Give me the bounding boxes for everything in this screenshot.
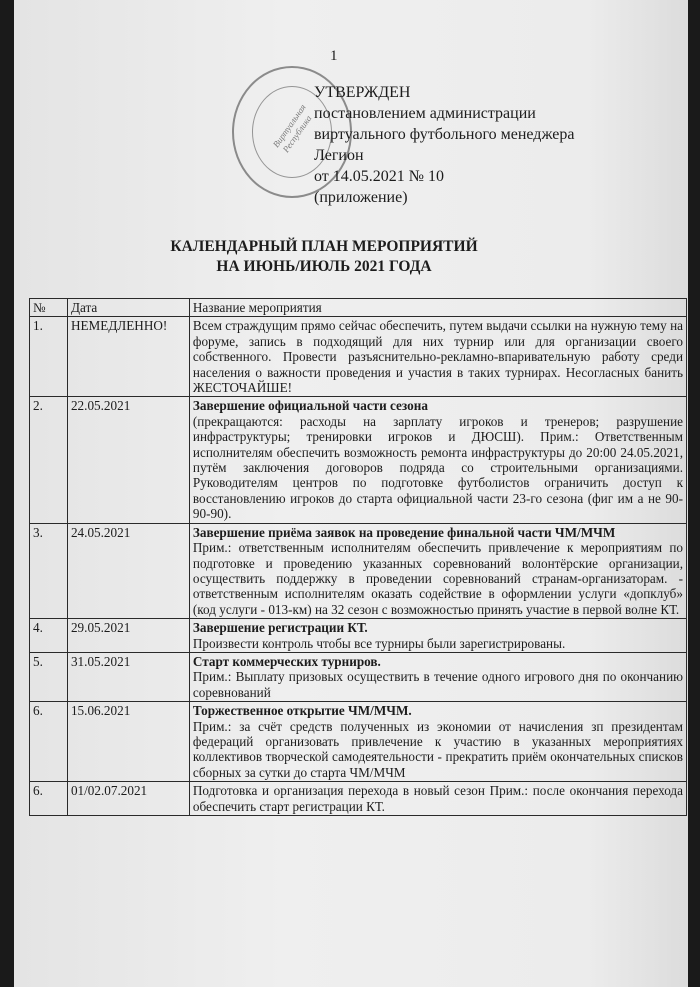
row-event — [189, 317, 686, 397]
event-description: Прим.: Выплату призовых осуществить в течение одного игрового дня по окончанию соревнований — [192, 669, 683, 700]
approval-line: (приложение) — [314, 189, 408, 206]
row-date: 24.05.2021 — [67, 523, 189, 618]
row-event — [189, 523, 686, 618]
approval-line: от 14.05.2021 № 10 — [314, 168, 445, 185]
row-number: 4. — [30, 619, 68, 653]
event-description: (прекращаются: расходы на зарплату игроков и тренеров; разрушение инфраструктуры; тренировки игроков и ДЮСШ). Прим.: Ответственным исполнителям обеспечить возможность ремонта инфраструктуры до 20:00 24.05.2021, путём заключения договоров подряда со строительными организациями. Руководителям центров по подготовке футболистов ограничить доступ к восстановлению игроков до старта официальной части 23-го сезона (фиг им а не 90-90-90). — [192, 413, 683, 522]
table-row — [30, 317, 687, 397]
approval-block — [314, 82, 575, 208]
row-number: 3. — [30, 523, 68, 618]
event-heading: Старт коммерческих турниров. — [192, 653, 381, 669]
row-event — [189, 652, 686, 701]
row-event — [189, 619, 686, 653]
row-number: 6. — [30, 782, 68, 816]
row-date: 29.05.2021 — [67, 619, 189, 653]
event-heading: Завершение регистрации КТ. — [192, 620, 368, 636]
header-event: Название мероприятия — [189, 299, 686, 317]
stamp-text: Виртуальная Республика — [270, 102, 314, 155]
event-description: Всем страждущим прямо сейчас обеспечить, путем выдачи ссылки на нужную тему на форуме, запись в подходящий для них турнир или для организации своего собственного. Провести разъяснительно-рекламно-впаривательную работу среди населения о важности проведения и участия в таких турнирах. Несогласных банить ЖЕСТОЧАЙШЕ! — [192, 318, 683, 396]
row-number: 1. — [30, 317, 68, 397]
event-description: Подготовка и организация перехода в новый сезон Прим.: после окончания перехода обеспечить старт регистрации КТ. — [192, 783, 683, 814]
row-date: 22.05.2021 — [67, 397, 189, 523]
row-date: 15.06.2021 — [67, 702, 189, 782]
header-date: Дата — [67, 299, 189, 317]
event-description: Прим.: за счёт средств полученных из экономии от начисления зп президентам федераций организовать привлечение к участию в указанных мероприятиях коллективов творческой самодеятельности - прекратить приём окончательных списков сборных за сутки до старта ЧМ/МЧМ — [192, 718, 683, 780]
event-heading: Завершение официальной части сезона — [192, 398, 428, 414]
table-row — [30, 397, 687, 523]
row-date: НЕМЕДЛЕННО! — [67, 317, 189, 397]
row-date: 01/02.07.2021 — [67, 782, 189, 816]
document-title — [114, 237, 534, 277]
event-description: Прим.: ответственным исполнителям обеспечить привлечение к мероприятиям по подготовке и проведению указанных соревнований волонтёрские организации, осуществить поддержку в проведении соревнований странам-организаторам. - ответственным исполнителям оказать содействие в оформлении услуги «допклуб» (код услуги - 013-км) на 32 сезон с возможностью принять участие в первой волне КТ. — [192, 540, 683, 617]
approval-line: постановлением администрации — [314, 105, 536, 122]
row-event — [189, 702, 686, 782]
header-number: № — [30, 299, 68, 317]
row-event — [189, 397, 686, 523]
row-number: 2. — [30, 397, 68, 523]
table-row — [30, 652, 687, 701]
page-number: 1 — [330, 48, 338, 64]
event-heading: Торжественное открытие ЧМ/МЧМ. — [192, 703, 412, 719]
table-row — [30, 523, 687, 618]
row-event — [189, 782, 686, 816]
approval-title: УТВЕРЖДЕН — [314, 84, 411, 101]
approval-line: Легион — [314, 147, 364, 164]
event-description: Произвести контроль чтобы все турниры были зарегистрированы. — [192, 635, 566, 651]
event-heading: Завершение приёма заявок на проведение финальной части ЧМ/МЧМ — [192, 524, 616, 540]
table-row — [30, 782, 687, 816]
row-number: 5. — [30, 652, 68, 701]
row-number: 6. — [30, 702, 68, 782]
approval-line: виртуального футбольного менеджера — [314, 126, 575, 143]
table-row — [30, 702, 687, 782]
table-row — [30, 619, 687, 653]
title-line-2: НА ИЮНЬ/ИЮЛЬ 2021 ГОДА — [216, 258, 432, 275]
events-table — [29, 298, 687, 816]
table-header-row — [30, 299, 687, 317]
document-page — [14, 0, 688, 987]
row-date: 31.05.2021 — [67, 652, 189, 701]
title-line-1: КАЛЕНДАРНЫЙ ПЛАН МЕРОПРИЯТИЙ — [170, 238, 478, 255]
